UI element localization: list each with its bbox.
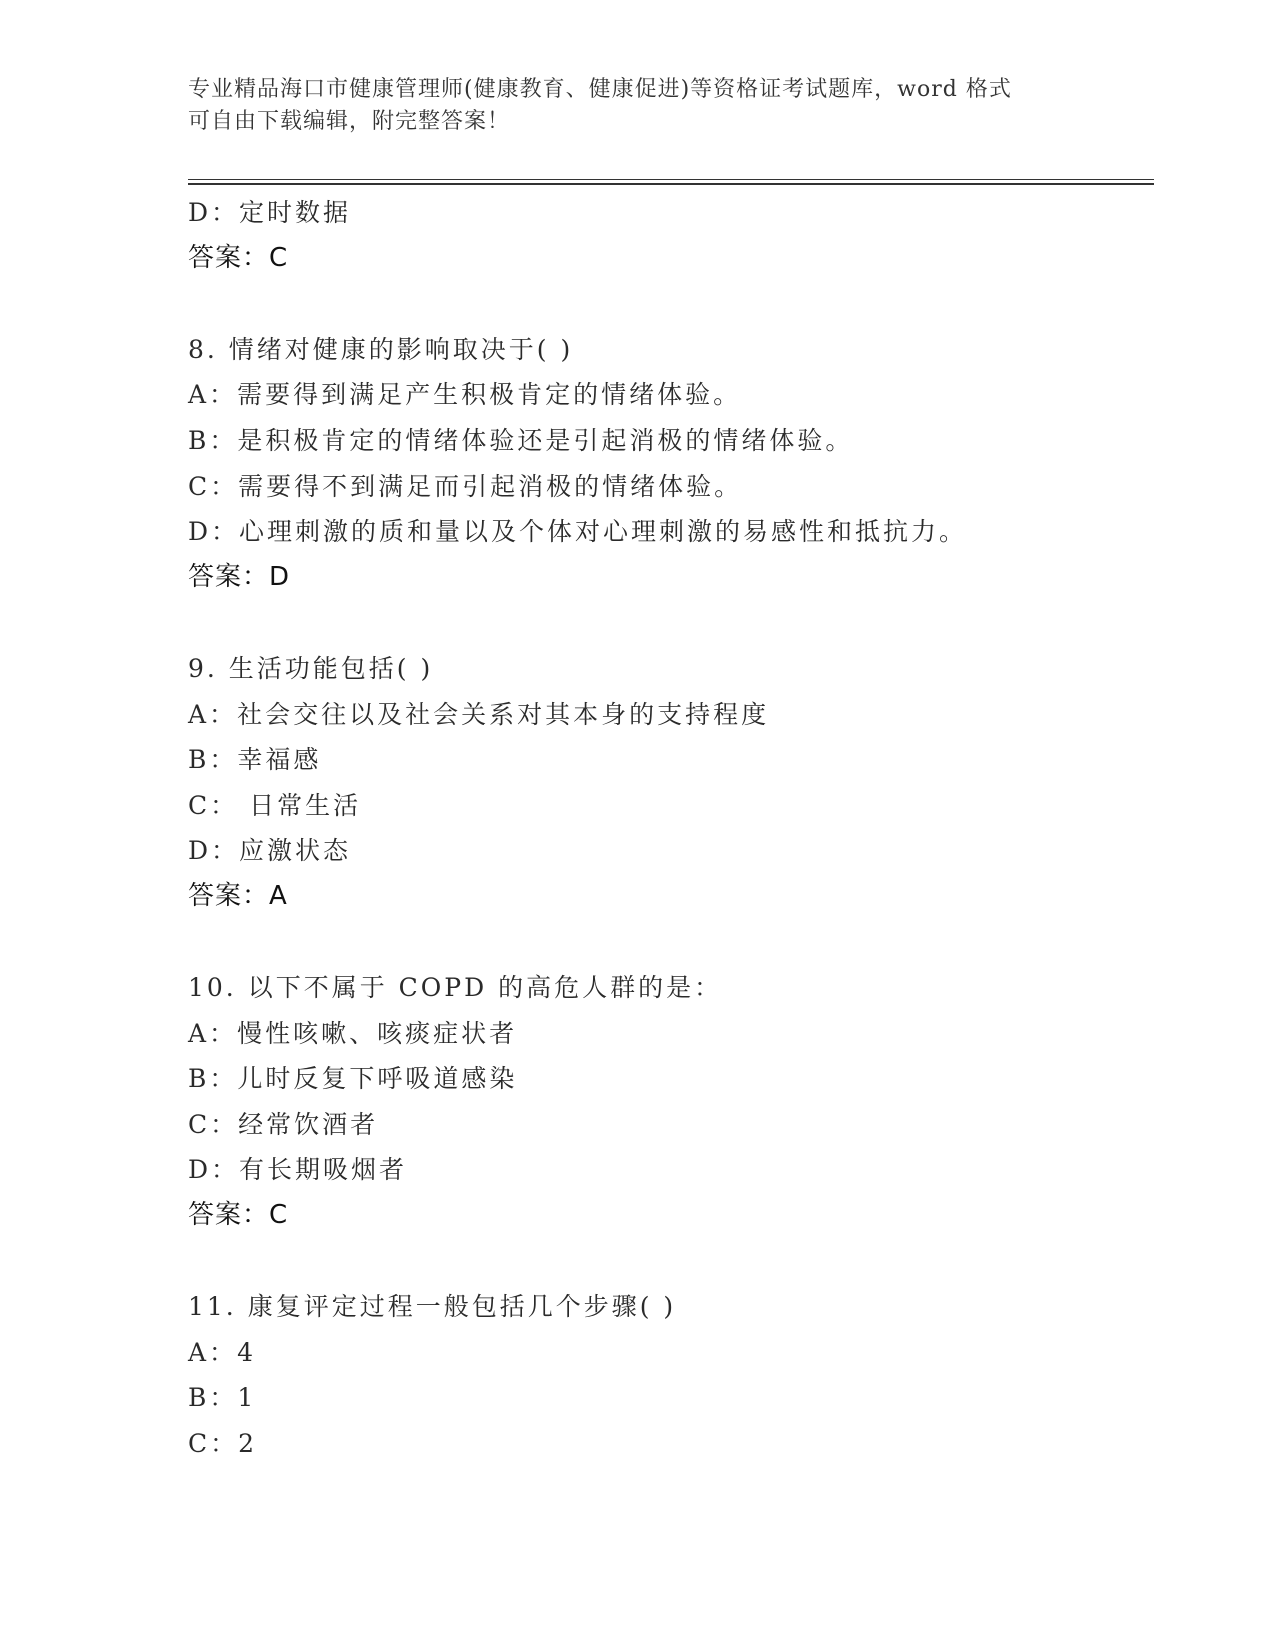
question-9-option-a [188,692,1168,738]
option-key: C： [188,1429,239,1459]
question-9-option-d [188,828,1168,874]
header-line-1: 专业精品海口市健康管理师(健康教育、健康促进)等资格证考试题库，word 格式 [188,77,1012,102]
option-key: D： [188,1155,240,1185]
option-text: 应激状态 [239,836,352,866]
prev-answer: 答案：C [188,242,289,273]
prev-option-d [188,190,1168,236]
question-11-option-b [188,1375,1168,1421]
question-10-answer: 答案：C [188,1200,289,1231]
question-10-option-b [188,1056,1168,1102]
question-11-title: 11. 康复评定过程一般包括几个步骤( ) [188,1292,677,1322]
option-text: 日常生活 [238,790,362,820]
header-divider-thin [188,179,1154,180]
spacer [188,600,1168,646]
option-text: 是积极肯定的情绪体验还是引起消极的情绪体验。 [237,425,854,455]
option-key: D： [188,198,240,227]
spacer [188,1239,1168,1285]
option-key: A： [188,699,238,729]
option-key: A： [188,1337,238,1367]
question-11-option-c [188,1421,1168,1467]
option-text: 定时数据 [239,198,352,227]
header-divider-thick [188,183,1154,185]
option-text: 社会交往以及社会关系对其本身的支持程度 [237,699,770,729]
option-text: 经常饮酒者 [238,1109,379,1139]
question-10-title: 10. 以下不属于 COPD 的高危人群的是： [188,973,723,1003]
option-text: 1 [237,1383,257,1413]
option-key: A： [188,1018,238,1048]
question-8-option-a [188,372,1168,418]
question-9-option-c [188,783,1168,829]
document-header [188,74,1088,138]
question-list [188,190,1168,1467]
header-line-2: 可自由下载编辑，附完整答案！ [188,109,511,134]
question-10-option-a [188,1011,1168,1057]
question-8-title: 8. 情绪对健康的影响取决于( ) [188,334,574,364]
option-text: 需要得到满足产生积极肯定的情绪体验。 [237,380,742,410]
option-text: 慢性咳嗽、咳痰症状者 [237,1018,518,1048]
question-8-answer: 答案：D [188,561,291,592]
option-key: A： [188,380,238,410]
question-8-option-d [188,509,1168,555]
option-text: 心理刺激的质和量以及个体对心理刺激的易感性和抵抗力。 [239,517,968,547]
question-8-option-c [188,464,1168,510]
option-text: 儿时反复下呼吸道感染 [237,1064,518,1094]
option-text: 2 [238,1429,258,1459]
option-key: C： [188,1109,239,1139]
option-key: D： [188,836,240,866]
question-10-option-d [188,1147,1168,1193]
option-text: 需要得不到满足而引起消极的情绪体验。 [238,471,743,501]
option-key: B： [188,1383,238,1413]
option-text: 幸福感 [237,745,322,775]
question-9-title: 9. 生活功能包括( ) [188,653,434,683]
question-11-option-a [188,1330,1168,1376]
spacer [188,920,1168,966]
spacer [188,281,1168,327]
option-key: B： [188,745,238,775]
option-key: C： [188,471,239,501]
option-key: C： [188,790,239,820]
option-key: D： [188,517,240,547]
option-key: B： [188,425,238,455]
option-key: B： [188,1064,238,1094]
question-10-option-c [188,1102,1168,1148]
option-text: 4 [237,1337,256,1367]
question-8-option-b [188,418,1168,464]
option-text: 有长期吸烟者 [239,1155,408,1185]
question-9-answer: 答案：A [188,880,288,911]
question-9-option-b [188,737,1168,783]
